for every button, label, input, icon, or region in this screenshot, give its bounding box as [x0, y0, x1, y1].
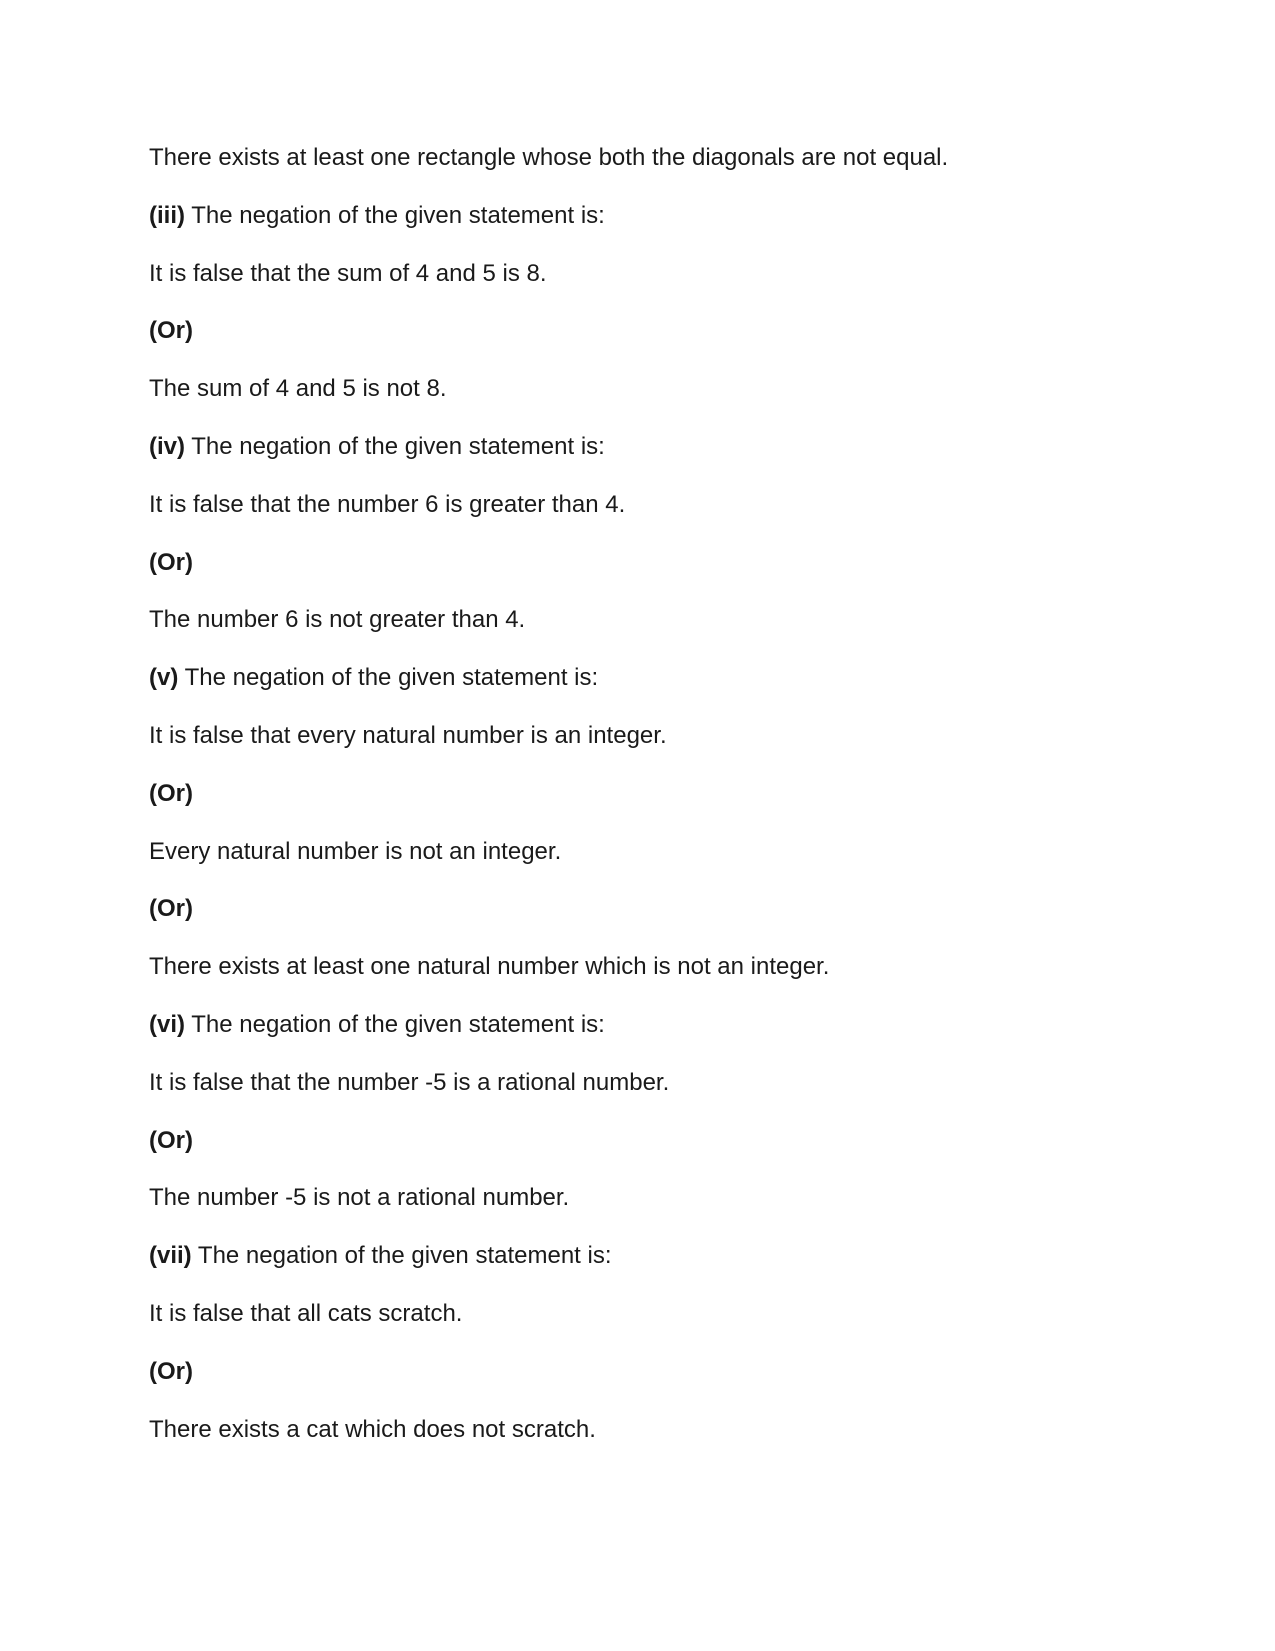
- line-12: [149, 779, 1149, 837]
- part-label: (iv): [149, 432, 185, 460]
- line-11: [149, 721, 1149, 779]
- line-1: [149, 143, 1149, 201]
- line-5: [149, 374, 1149, 432]
- line-text: The negation of the given statement is:: [178, 664, 599, 692]
- line-text: It is false that the number 6 is greater than 4.: [149, 490, 626, 518]
- line-8: [149, 548, 1149, 606]
- or-label: (Or): [149, 895, 193, 923]
- line-15: [149, 952, 1149, 1010]
- line-20: [149, 1241, 1149, 1299]
- line-text: There exists a cat which does not scratch.: [149, 1415, 596, 1443]
- line-text: It is false that all cats scratch.: [149, 1299, 463, 1327]
- part-label: (vi): [149, 1010, 185, 1038]
- line-text: There exists at least one rectangle whose both the diagonals are not equal.: [149, 144, 949, 171]
- document-body: [149, 143, 1149, 1472]
- line-text: The number -5 is not a rational number.: [149, 1184, 570, 1212]
- or-label: (Or): [149, 548, 193, 576]
- line-text: The negation of the given statement is:: [191, 1242, 612, 1270]
- line-text: The negation of the given statement is:: [185, 432, 605, 460]
- or-label: (Or): [149, 317, 193, 345]
- line-6: [149, 432, 1149, 490]
- line-14: [149, 894, 1149, 952]
- line-7: [149, 490, 1149, 548]
- line-4: [149, 316, 1149, 374]
- line-22: [149, 1357, 1149, 1415]
- or-label: (Or): [149, 1126, 193, 1154]
- line-text: It is false that the sum of 4 and 5 is 8.: [149, 259, 547, 287]
- line-13: [149, 837, 1149, 895]
- line-21: [149, 1299, 1149, 1357]
- line-text: There exists at least one natural number which is not an integer.: [149, 953, 830, 981]
- or-label: (Or): [149, 1357, 193, 1385]
- line-16: [149, 1010, 1149, 1068]
- line-text: It is false that the number -5 is a rational number.: [149, 1068, 670, 1096]
- line-text: The negation of the given statement is:: [185, 1010, 605, 1038]
- part-label: (vii): [149, 1242, 192, 1270]
- line-9: [149, 605, 1149, 663]
- part-label: (iii): [149, 201, 185, 229]
- line-2: [149, 201, 1149, 259]
- or-label: (Or): [149, 779, 193, 807]
- line-10: [149, 663, 1149, 721]
- line-18: [149, 1126, 1149, 1184]
- line-text: Every natural number is not an integer.: [149, 837, 562, 865]
- line-text: The sum of 4 and 5 is not 8.: [149, 375, 447, 403]
- line-19: [149, 1183, 1149, 1241]
- line-text: The negation of the given statement is:: [185, 201, 605, 229]
- line-text: The number 6 is not greater than 4.: [149, 606, 526, 634]
- line-text: It is false that every natural number is an integer.: [149, 721, 667, 749]
- line-17: [149, 1068, 1149, 1126]
- line-23: [149, 1415, 1149, 1473]
- line-3: [149, 259, 1149, 317]
- part-label: (v): [149, 664, 179, 692]
